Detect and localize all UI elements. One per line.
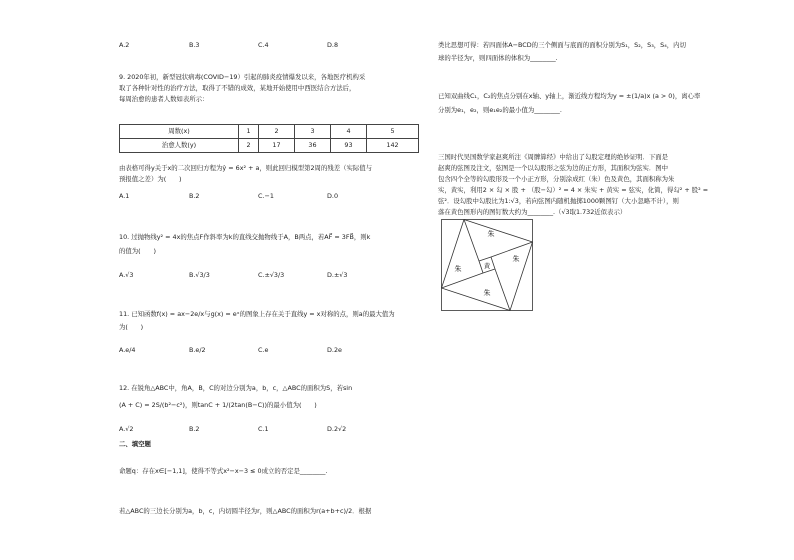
q8-option-c: C.4 — [258, 41, 269, 49]
q11-option-a: A.e/4 — [119, 346, 136, 354]
q11-option-c: C.e — [258, 346, 269, 354]
q9-option-c: C.−1 — [258, 192, 274, 200]
zhao-shuang-string-diagram — [441, 219, 533, 311]
q9-data-table — [119, 124, 419, 153]
q8-option-b: B.3 — [189, 41, 200, 49]
q9-option-a: A.1 — [119, 192, 130, 200]
question-14-right-line2: 球的半径为r，则四面体的体积为________. — [438, 54, 558, 62]
table-cell: 2 — [239, 139, 259, 153]
table-row — [120, 139, 419, 153]
q10-text-line2: 的值为( ) — [119, 247, 156, 255]
q16-line3: 包含四个全等的勾股形及一个小正方形，分别涂成红（朱）色及黄色，其面积称为朱 — [438, 175, 675, 183]
table-cell: 93 — [331, 139, 367, 153]
q11-option-d: D.2e — [327, 346, 342, 354]
table-cell: 36 — [295, 139, 331, 153]
q16-line5: 弦²．设勾股中勾股比为1:√3，若向弦图内随机抛掷1000颗图钉（大小忽略不计），则 — [438, 197, 679, 205]
q9-text-line3: 每周治愈的患者人数如表所示： — [119, 95, 209, 103]
table-cell: 4 — [331, 125, 367, 139]
q12-option-c: C.1 — [258, 425, 269, 433]
q10-text-line1: 10. 过抛物线y² = 4x的焦点F作斜率为k的直线交抛物线于A，B两点，若AF⃗ = 3FB⃗，则k — [119, 233, 371, 241]
table-cell: 142 — [367, 139, 419, 153]
q12-option-a: A.√2 — [119, 425, 134, 433]
table-header-cell: 周数(x) — [120, 125, 239, 139]
red-label-bottom: 朱 — [483, 289, 491, 297]
q12-option-b: B.2 — [189, 425, 200, 433]
q10-option-d: D.±√3 — [327, 271, 348, 279]
q16-line1: 三国时代吴国数学家赵爽所注《周髀算经》中给出了勾股定理的绝妙证明．下面是 — [438, 153, 669, 161]
question-15-line1: 已知双曲线C₁，C₂的焦点分别在x轴、y轴上，渐近线方程均为y = ±(1/a)x (a > 0)，离心率 — [438, 92, 701, 100]
table-header-cell: 治愈人数(y) — [120, 139, 239, 153]
q9-text-after2: 预报值之差）为( ) — [119, 175, 182, 183]
q12-text-line2: (A + C) = 2S/(b²−c²)，则tanC + 1/(2tan(B−C))的最小值为( ) — [119, 401, 317, 409]
question-14-left: 若△ABC的三边长分别为a，b，c，内切圆半径为r，则△ABC的面积为r(a+b+c)/2．根据 — [119, 507, 372, 515]
q12-text-line1: 12. 在锐角△ABC中，角A，B，C的对边分别为a，b，c，△ABC的面积为S，若sin — [119, 384, 353, 392]
q11-text-line1: 11. 已知函数f(x) = ax−2e/x与g(x) = eˣ的图象上存在关于直线y = x对称的点，则a的最大值为 — [119, 310, 395, 318]
table-cell: 2 — [259, 125, 295, 139]
q9-text-line1: 9. 2020年初，新型冠状病毒(COVID−19）引起的肺炎疫情爆发以来，各地医疗机构采 — [119, 73, 366, 81]
q10-option-c: C.±√3/3 — [258, 271, 285, 279]
table-cell: 5 — [367, 125, 419, 139]
q9-text-after1: 由表格可得y关于x的二次回归方程为ŷ = 6x² + a，则此回归模型第2周的残差（实际值与 — [119, 164, 373, 172]
section-title: 二、填空题 — [119, 440, 151, 448]
q16-line4: 实，黄实，利用2 × 勾 × 股 + （股−勾）² = 4 × 朱实 + 黄实 = 弦实，化简，得勾² + 股² = — [438, 186, 709, 194]
q10-option-b: B.√3/3 — [189, 271, 210, 279]
q16-line2: 赵爽的弦图及注文，弦图是一个以勾股形之弦为边的正方形，其面积为弦实．图中 — [438, 164, 669, 172]
q10-option-a: A.√3 — [119, 271, 134, 279]
q11-option-b: B.e/2 — [189, 346, 206, 354]
question-13: 命题q：存在x∈[−1,1]，使得不等式x²−x−3 ≤ 0成立的否定是________. — [119, 467, 328, 475]
q11-text-line2: 为( ) — [119, 323, 144, 331]
yellow-label: 黄 — [483, 262, 491, 270]
table-cell: 3 — [295, 125, 331, 139]
q9-text-line2: 取了各种针对性的治疗方法，取得了不错的成效，某地开始使用中西医结合方法后， — [119, 84, 356, 92]
q12-option-d: D.2√2 — [327, 425, 347, 433]
question-15-line2: 分别为e₁，e₂，则e₁e₂的最小值为________. — [438, 106, 562, 114]
red-label-left: 朱 — [454, 265, 462, 273]
red-label-right: 朱 — [512, 255, 520, 263]
table-row — [120, 125, 419, 139]
table-cell: 1 — [239, 125, 259, 139]
q9-option-d: D.0 — [327, 192, 339, 200]
q8-option-a: A.2 — [119, 41, 130, 49]
q8-option-d: D.8 — [327, 41, 339, 49]
q9-option-b: B.2 — [189, 192, 200, 200]
red-label-top: 朱 — [487, 230, 495, 238]
table-cell: 17 — [259, 139, 295, 153]
q16-line6: 落在黄色图形内的图钉数大约为________.（√3取1.732近似表示） — [438, 208, 627, 216]
question-14-right-line1: 类比思想可得：若四面体A−BCD的三个侧面与底面的面积分别为S₁，S₂，S₃，S₄，内切 — [438, 41, 686, 49]
